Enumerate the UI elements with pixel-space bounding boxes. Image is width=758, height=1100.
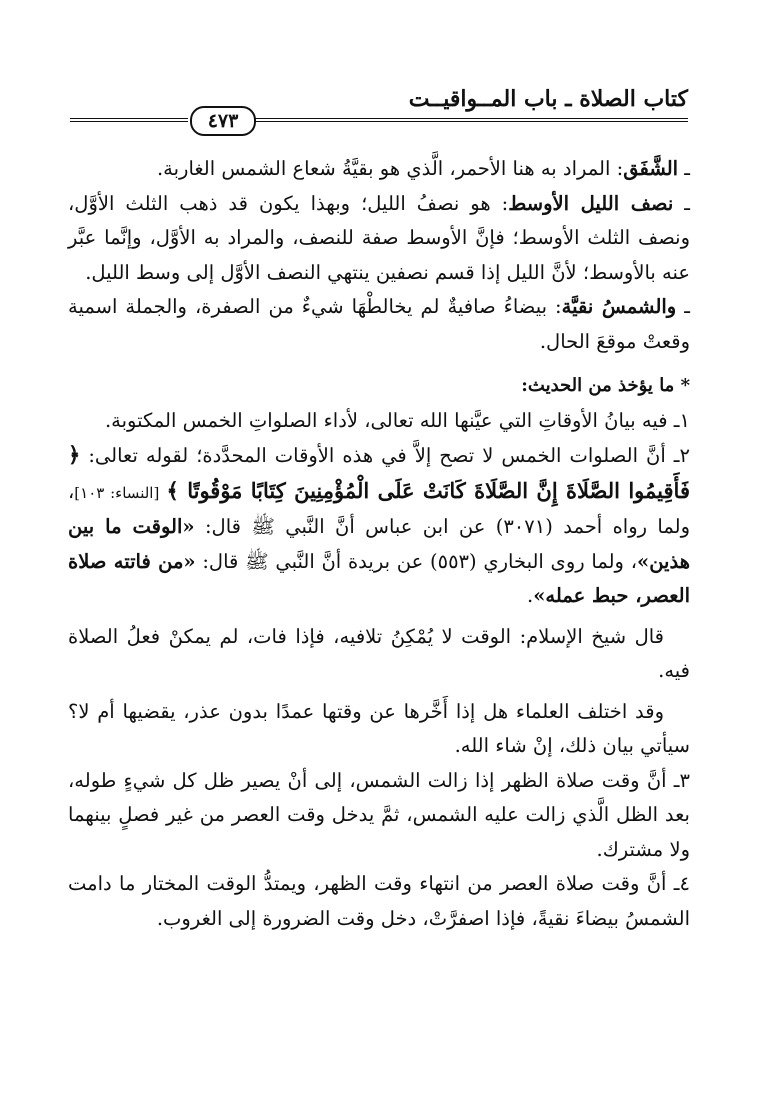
list-dash: ـ [678, 157, 690, 180]
numbered-point-3: ٣ـ أنَّ وقت صلاة الظهر إذا زالت الشمس، إلى أنْ يصير ظل كل شيءٍ طوله، بعد الظل الَّذي زالت عليه الشمس، ثمَّ يدخل وقت العصر من غير فصلٍ بينهما ولا مشترك. [68, 768, 690, 861]
defined-term: والشمسُ نقيَّة [561, 295, 677, 318]
list-dash: ـ [676, 295, 690, 318]
definition-shafaq [68, 152, 690, 187]
hadith-quote: «من فاتته صلاة العصر، حبط عمله» [68, 549, 690, 607]
numbered-point-4: ٤ـ أنَّ وقت صلاة العصر من انتهاء وقت الظهر، ويمتدُّ الوقت المختار ما دامت الشمسُ بيضاءَ نقيةً، فإذا اصفرَّتْ، دخل وقت الضرورة إلى الغروب. [68, 872, 690, 930]
list-dash: ـ [673, 191, 690, 215]
sentence-end: . [527, 584, 534, 607]
definition-text: : المراد به هنا الأحمر، الَّذي هو بقيَّةُ شعاع الشمس الغاربة. [156, 157, 624, 180]
numbered-point-2 [68, 438, 690, 614]
quran-verse: ﴿ فَأَقِيمُوا الصَّلَاةَ إِنَّ الصَّلَاةَ كَانَتْ عَلَى الْمُؤْمِنِينَ كِتَابًا مَوْقُوتًا ﴾ [68, 442, 690, 503]
page-body [68, 152, 690, 936]
header-rule-right [240, 118, 688, 122]
citation-text: ، ولما رواه أحمد (٣٠٧١) عن ابن عباس أنَّ النَّبي ﷺ قال: [68, 479, 690, 538]
defined-term: الشَّفَق [623, 157, 679, 180]
citation-text: ، ولما روى البخاري (٥٥٣) عن بريدة أنَّ النَّبي ﷺ قال: [202, 549, 637, 573]
quote-ibn-taymiyya: قال شيخ الإسلام: الوقت لا يُمْكِنُ تلافيه، فإذا فات، لم يمكنْ فعلُ الصلاة فيه. [68, 624, 690, 682]
verse-reference: [النساء: ١٠٣] [74, 483, 160, 502]
scholars-disagreement: وقد اختلف العلماء هل إذا أَخَّرها عن وقتها عمدًا بدون عذر، يقضيها أم لا؟ سيأتي بيان ذلك، إنْ شاء الله. [68, 699, 690, 757]
definition-nisf-al-layl [68, 187, 690, 291]
page-number: ٤٧٣ [190, 106, 256, 136]
running-header-title: كتاب الصلاة ـ باب المــواقيــت [408, 86, 688, 112]
definition-shams-naqiyya [68, 290, 690, 359]
hadith-quote: «الوقت ما بين هذين» [68, 515, 690, 573]
section-heading: * ما يؤخذ من الحديث: [521, 375, 690, 396]
definition-text: : هو نصفُ الليل؛ وبهذا يكون قد ذهب الثلث الأوَّل، ونصف الثلث الأوسط؛ فإنَّ الأوسط صفة للنصف، والمراد به الأوَّل، وإنَّما عبَّر عنه بالأوسط؛ لأنَّ الليل إذا قسم نصفين ينتهي النصف الأوَّل إلى وسط الليل. [68, 191, 690, 284]
definition-text: : بيضاءُ صافيةٌ لم يخالطْهَا شيءٌ من الصفرة، والجملة اسمية وقعتْ موقعَ الحال. [68, 295, 690, 353]
header-rule-left [70, 118, 188, 122]
point-intro: ٢ـ أنَّ الصلوات الخمس لا تصح إلاَّ في هذه الأوقات المحدَّدة؛ لقوله تعالى: [88, 444, 691, 467]
numbered-point-1: ١ـ فيه بيانُ الأوقاتِ التي عيَّنها الله تعالى، لأداء الصلواتِ الخمس المكتوبة. [104, 408, 690, 432]
defined-term: نصف الليل الأوسط [508, 191, 674, 215]
